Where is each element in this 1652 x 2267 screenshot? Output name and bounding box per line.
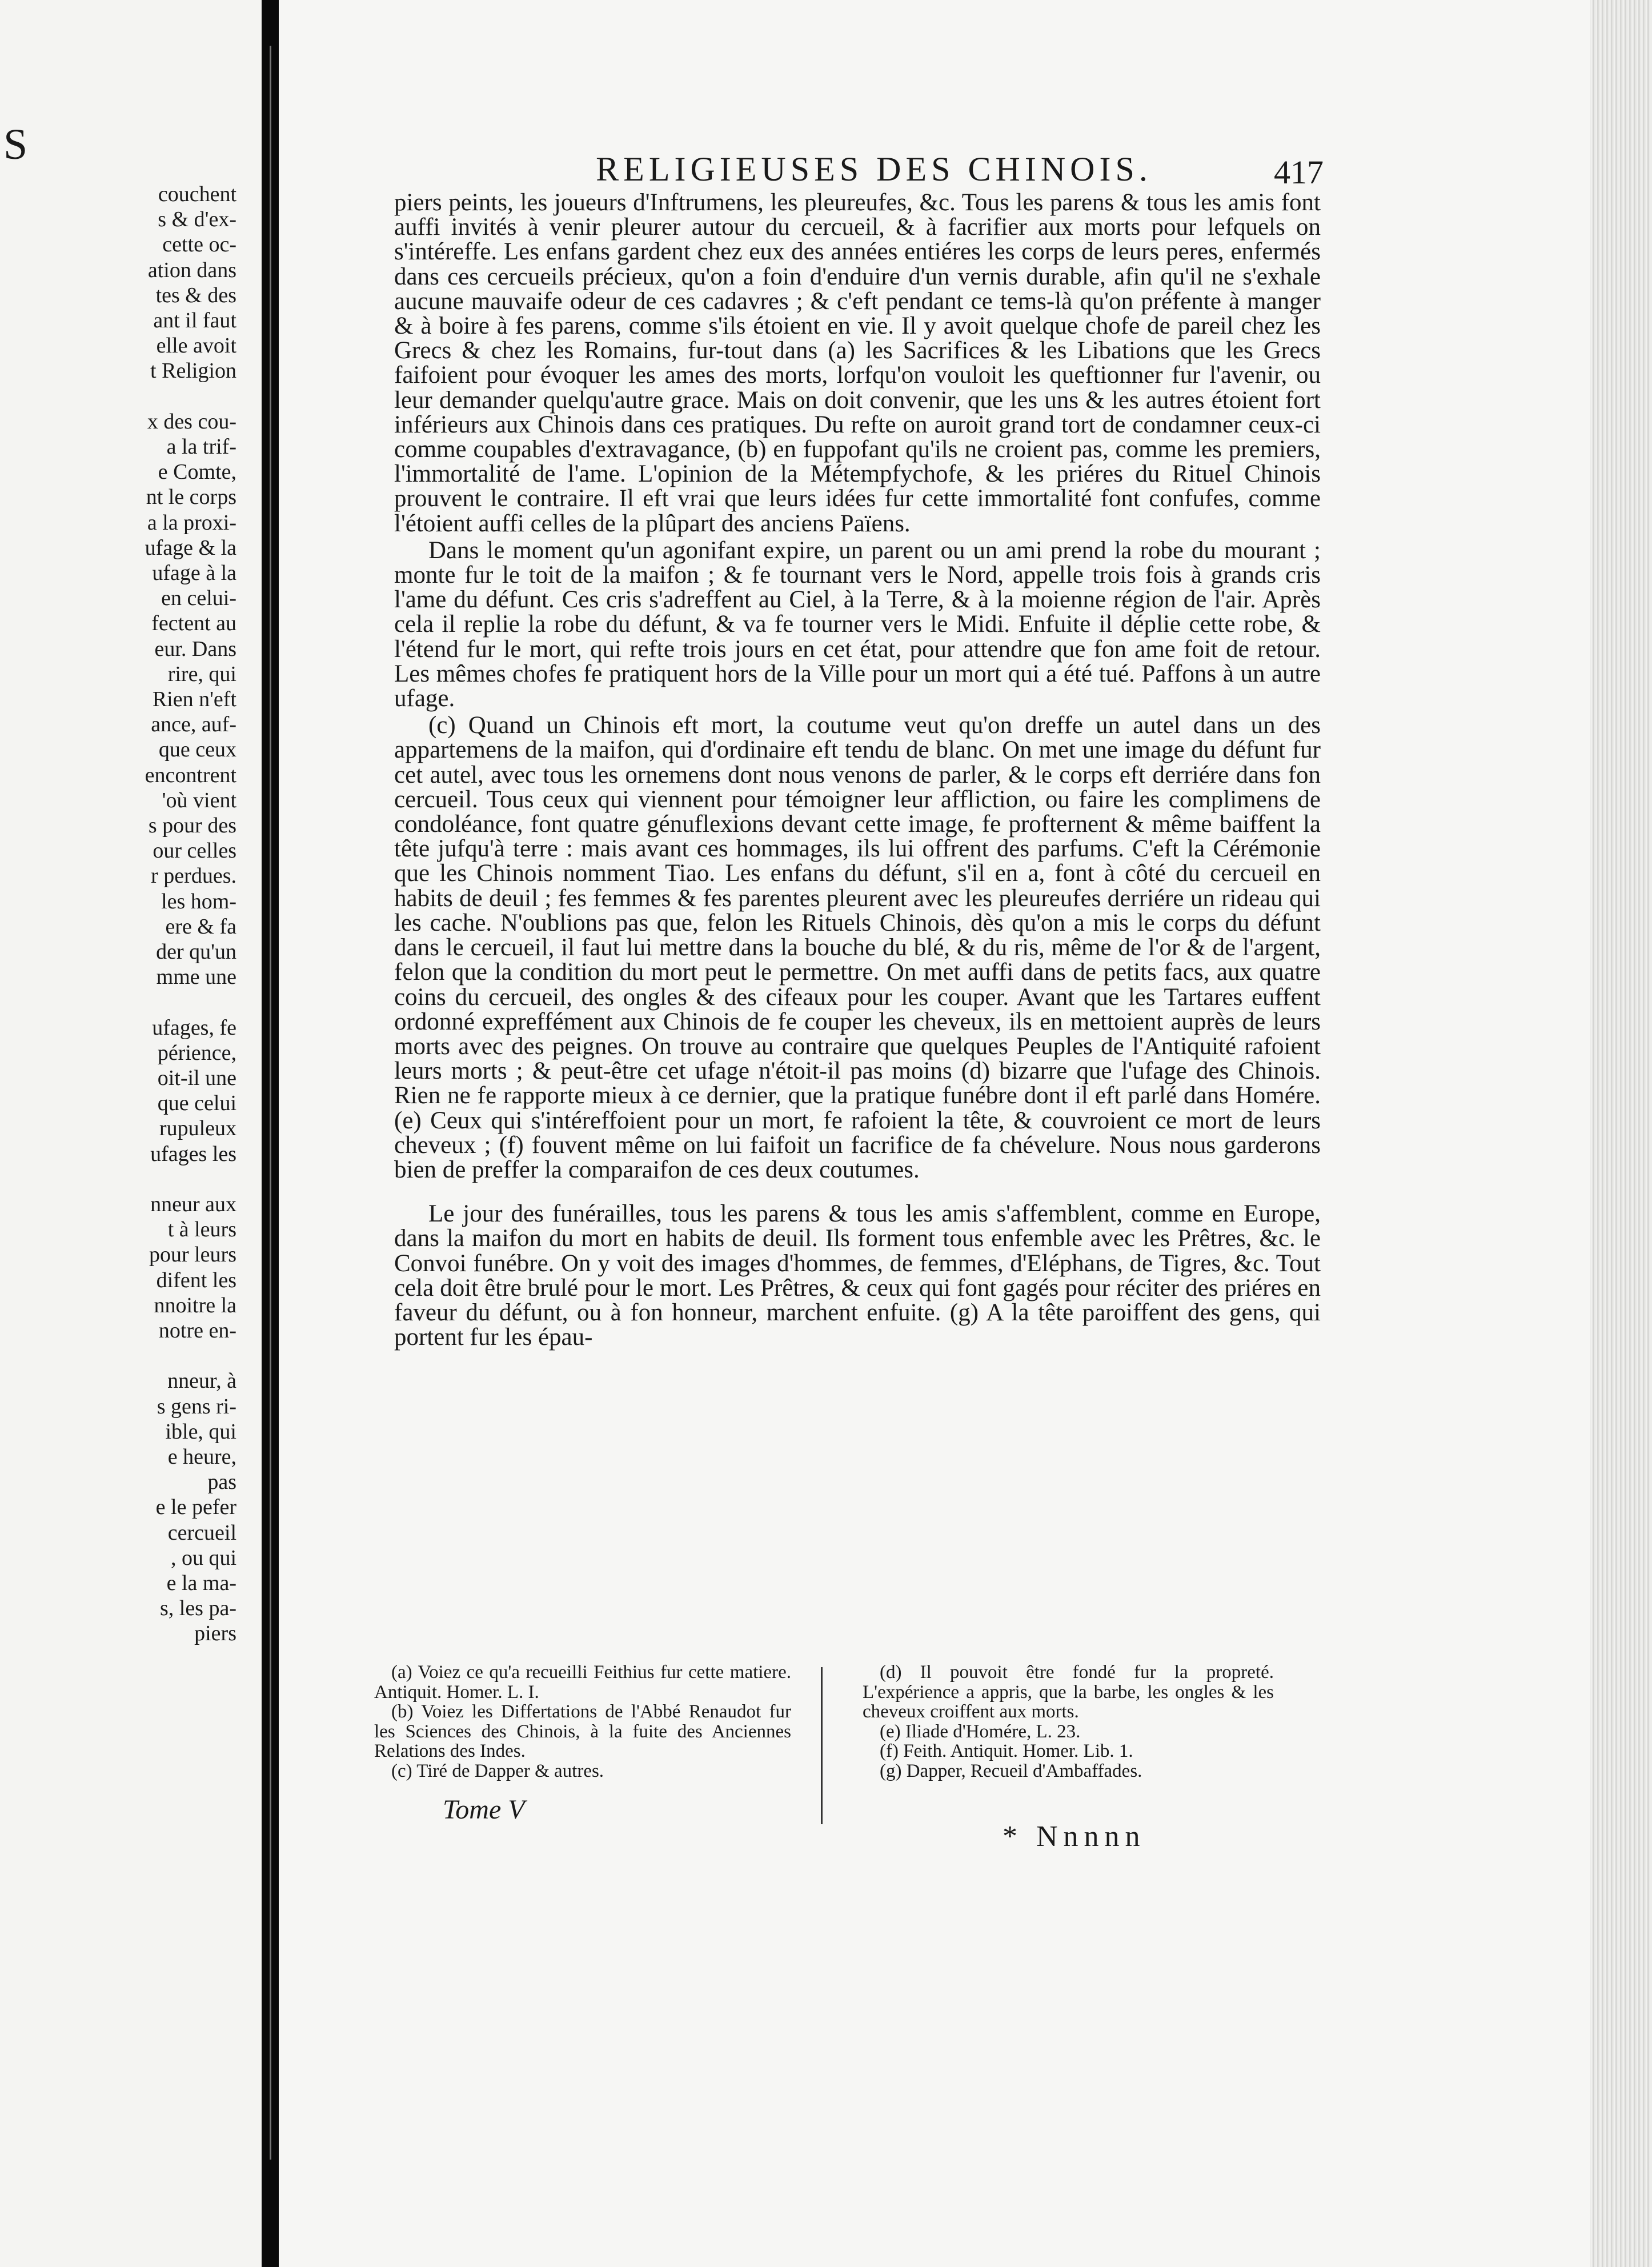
previous-page-line: notre en-: [158, 1319, 236, 1343]
paragraph-2: Dans le moment qu'un agonifant expire, un parent ou un ami prend la robe du mourant ; monte fur le toit de la maifon ; & fe tournant vers le Nord, appelle trois fois à grands cris l'ame du défunt. Ces cris s'adreffent au Ciel, à la Terre, & à la moienne région de l'air. Après cela il replie la robe du défunt, & va fe tourner vers le Midi. Enfuite il déplie cette robe, & l'étend fur le mort, qui refte trois jours en cet état, pour attendre que fon ame foit de retour. Les mêmes chofes fe pratiquent hors de la Ville pour un mort qui a été tué. Paffons à un autre ufage.: [394, 536, 1321, 712]
previous-page-line: cette oc-: [162, 233, 236, 257]
footnote-g: (g) Dapper, Recueil d'Ambaffades.: [880, 1760, 1142, 1781]
previous-page-line: a la trif-: [166, 435, 236, 459]
page-number: 417: [1274, 154, 1324, 191]
previous-page-line: ance, auf-: [151, 712, 236, 737]
previous-page-line: a la proxi-: [147, 510, 236, 535]
previous-page-line: piers: [194, 1621, 236, 1646]
previous-page-line: s pour des: [148, 814, 236, 838]
previous-page-line: ufages, fe: [152, 1015, 236, 1040]
previous-page-line: e heure,: [167, 1445, 236, 1469]
footnote-e: (e) Iliade d'Homére, L. 23.: [880, 1721, 1081, 1742]
previous-page-line: pas: [207, 1470, 236, 1495]
footnote-a: (a) Voiez ce qu'a recueilli Feithius fur cette matiere. Antiquit. Homer. L. I.: [374, 1662, 791, 1703]
previous-page-line: que ceux: [158, 738, 236, 762]
previous-page-line: que celui: [157, 1091, 236, 1116]
previous-page-line: e la ma-: [166, 1571, 236, 1595]
previous-page-line: elle avoit: [156, 334, 236, 358]
previous-page-line: tes & des: [155, 283, 236, 307]
signature-mark: * Nnnnn: [1003, 1820, 1146, 1853]
previous-page: [0, 0, 262, 2267]
previous-page-line: cercueil: [167, 1520, 236, 1545]
previous-page-line: en celui-: [161, 586, 236, 611]
previous-page-line: x des cou-: [147, 409, 236, 434]
previous-page-line: , ou qui: [170, 1545, 236, 1570]
previous-page-line: difent les: [156, 1268, 236, 1292]
stacked-page-edges: [1590, 0, 1652, 2267]
previous-page-line: r perdues.: [151, 864, 236, 888]
previous-page-line: ufage à la: [152, 561, 236, 585]
footnote-b: (b) Voiez les Differtations de l'Abbé Renaudot fur les Sciences des Chinois, à la fuite des Anciennes Relations des Indes.: [374, 1701, 791, 1762]
footnote-c: (c) Tiré de Dapper & autres.: [391, 1760, 604, 1781]
previous-page-line: couchent: [158, 182, 236, 206]
previous-page-text: [0, 0, 262, 2267]
footnotes-left: [374, 1663, 791, 1781]
previous-page-line: ation dans: [147, 258, 236, 282]
previous-page-line: der qu'un: [156, 940, 236, 964]
running-head: RELIGIEUSES DES CHINOIS.: [596, 150, 1152, 188]
previous-page-line: nnoitre la: [154, 1293, 236, 1317]
previous-page-line: e Comte,: [158, 460, 236, 484]
footnotes-right: [863, 1663, 1274, 1781]
previous-page-line: ible, qui: [165, 1419, 236, 1444]
previous-page-line: s & d'ex-: [158, 207, 236, 232]
previous-page-line: rire, qui: [167, 662, 236, 686]
previous-page-line: our celles: [153, 839, 236, 863]
previous-page-line: ant il faut: [153, 309, 236, 333]
footnote-f: (f) Feith. Antiquit. Homer. Lib. 1.: [880, 1741, 1133, 1762]
previous-page-line: t à leurs: [167, 1217, 236, 1242]
previous-page-line: s, les pa-: [159, 1596, 236, 1621]
footnote-d: (d) Il pouvoit être fondé fur la propreté. L'expérience a appris, que la barbe, les ongles & les cheveux croiffent aux morts.: [863, 1662, 1274, 1723]
footnote-divider: [821, 1667, 823, 1824]
previous-page-line: ere & fa: [165, 914, 236, 939]
page-fold-line: [270, 46, 271, 2160]
previous-page-header: S: [3, 121, 30, 169]
previous-page-line: pour leurs: [149, 1243, 236, 1267]
paragraph-4: Le jour des funérailles, tous les parens & tous les amis s'affemblent, comme en Europe, dans la maifon du mort en habits de deuil. Ils forment tous enfemble avec les Prêtres, &c. le Convoi funébre. On y voit des images d'hommes, de femmes, d'Eléphans, de Tigres, &c. Tout cela doit être brulé pour le mort. Les Prêtres, & ceux qui font gagés pour réciter des priéres en faveur du défunt, ou à fon honneur, marchent enfuite. (g) A la tête paroiffent des gens, qui portent fur les épau-: [394, 1200, 1321, 1351]
previous-page-line: Rien n'eft: [152, 687, 236, 711]
previous-page-line: oit-il une: [157, 1066, 236, 1090]
previous-page-line: 'où vient: [162, 788, 236, 812]
body-text: [394, 190, 1321, 1349]
previous-page-line: ufages les: [150, 1141, 236, 1166]
paragraph-3: (c) Quand un Chinois eft mort, la coutume veut qu'on dreffe un autel dans un des appartemens de la maifon, qui d'ordinaire eft tendu de blanc. On met une image du défunt fur cet autel, avec tous les ornemens dont nous venons de parler, & le corps eft derriére dans fon cercueil. Tous ceux qui viennent pour témoigner leur affliction, ou faire les complimens de condoléance, font quatre génuflexions devant cette image, fe profternent & même baiffent la tête jufqu'à terre : mais avant ces hommages, ils lui offrent des parfums. C'eft la Cérémonie que les Chinois nomment Tiao. Les enfans du défunt, s'il en a, font à côté du cercueil en habits de deuil ; fes femmes & fes parentes pleurent avec les pleureufes derriére un rideau qui les cache. N'oublions pas que, felon les Rituels Chinois, dès qu'on a mis le corps du défunt dans le cercueil, il faut lui mettre dans la bouche du blé, & du ris, même de l'or & de l'argent, felon que la condition du mort peut le permettre. On met auffi dans de petits facs, aux quatre coins du cercueil, des ongles & des cifeaux pour les couper. Avant que les Tartares euffent ordonné expreffément aux Chinois de fe couper les cheveux, ils en mettoient auprès de leurs morts avec des peignes. On trouve au contraire que quelques Peuples de l'Antiquité rafoient leurs morts ; & peut-être cet ufage n'étoit-il pas moins (d) bizarre que l'ufage des Chinois. Rien ne fe rapporte mieux à ce dernier, que la pratique funébre dont il eft parlé dans Homére. (e) Ceux qui s'intéreffoient pour un mort, fe rafoient la tête, & couvroient ce mort de leurs cheveux ; (f) fouvent même on lui faifoit un facrifice de fa chévelure. Nous nous garderons bien de preffer la comparaifon de ces deux coutumes.: [394, 712, 1321, 1183]
previous-page-line: eur. Dans: [154, 636, 236, 661]
previous-page-line: nneur, à: [167, 1369, 236, 1393]
previous-page-line: e le pefer: [155, 1495, 236, 1520]
previous-page-line: encontrent: [145, 763, 236, 787]
previous-page-line: s gens ri-: [157, 1394, 236, 1419]
previous-page-line: les hom-: [161, 889, 236, 914]
previous-page-line: fectent au: [151, 611, 236, 636]
previous-page-line: nneur aux: [150, 1192, 236, 1216]
previous-page-line: rupuleux: [159, 1116, 236, 1141]
previous-page-line: ufage & la: [145, 535, 236, 560]
paragraph-1: piers peints, les joueurs d'Inftrumens, les pleureufes, &c. Tous les parens & tous les amis font auffi invités à venir pleurer autour du cercueil, & à facrifier aux morts pour lefquels on s'intéreffe. Les enfans gardent chez eux des années entiéres les corps de leurs peres, enfermés dans ces cercueils précieux, qu'on a foin d'enduire d'un vernis durable, afin qu'il ne s'exhale aucune mauvaife odeur de ces cadavres ; & c'eft pendant ce tems-là qu'on préfente à manger & à boire à fes parens, comme s'ils étoient en vie. Il y avoit quelque chofe de pareil chez les Grecs & chez les Romains, fur-tout dans (a) les Sacrifices & les Libations que les Grecs faifoient pour évoquer les ames des morts, lorfqu'on vouloit les queftionner fur l'avenir, ou leur demander quelqu'autre grace. Mais on doit convenir, que les uns & les autres étoient fort inférieurs aux Chinois dans ces pratiques. Du refte on auroit grand tort de condamner ceux-ci comme coupables d'extravagance, (b) en fuppofant qu'ils ne croient pas, comme les premiers, l'immortalité de l'ame. L'opinion de la Métempfychofe, & les priéres du Rituel Chinois prouvent le contraire. Il eft vrai que leurs idées fur cette immortalité font confufes, comme l'étoient auffi celles de la plûpart des anciens Païens.: [394, 189, 1321, 537]
previous-page-line: nt le corps: [146, 485, 236, 510]
tome-label: Tome V: [443, 1795, 525, 1825]
previous-page-line: t Religion: [150, 359, 236, 383]
previous-page-line: périence,: [157, 1040, 236, 1065]
previous-page-line: mme une: [156, 965, 236, 990]
